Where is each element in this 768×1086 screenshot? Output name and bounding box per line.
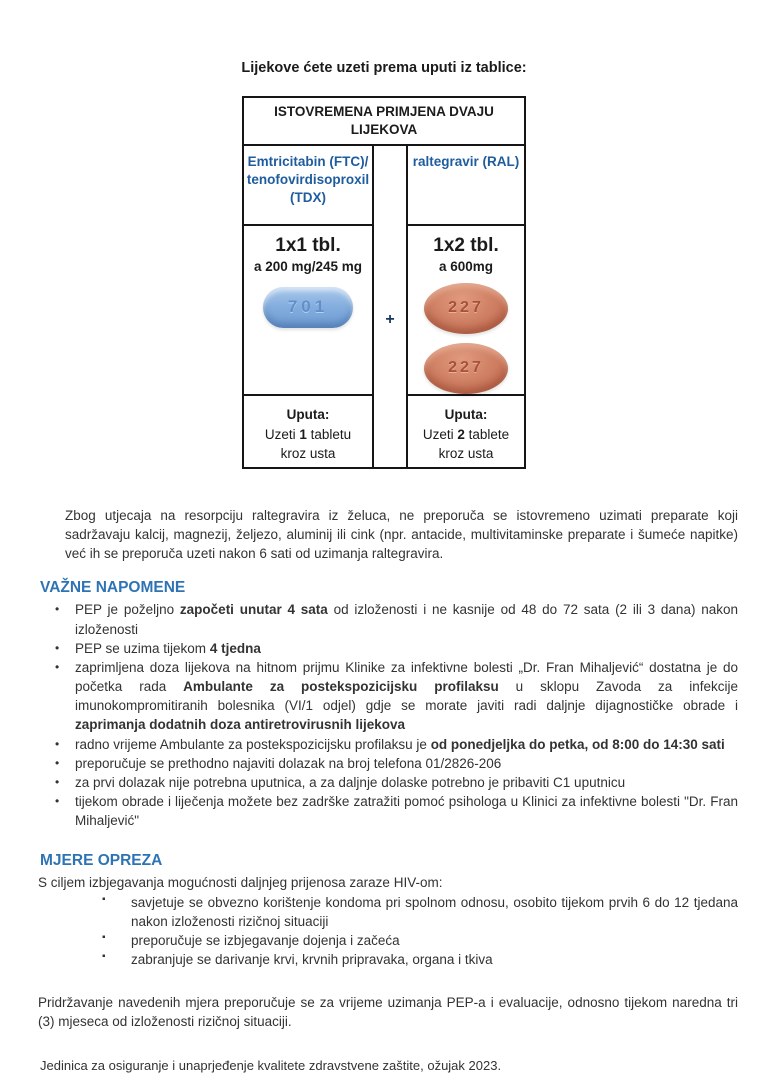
instruction-line: kroz usta <box>280 446 336 462</box>
dose-label: 1x1 tbl. <box>275 235 341 256</box>
list-item: • radno vrijeme Ambulante za postekspozicijsku profilaksu je od ponedjeljka do petka, od 8:00 do 14:30 sati <box>75 735 738 754</box>
section-heading-vazne-napomene: VAŽNE NAPOMENE <box>40 579 186 597</box>
drug-name-line: Emtricitabin (FTC)/ <box>247 154 369 169</box>
resorption-note: Zbog utjecaja na resorpciju raltegravira iz želuca, ne preporuča se istovremeno uzimati preparate koji sadržavaju kalcij, magnezij, željezo, aluminij ili cink (npr. antacide, multivitaminske preparate i šumeće napitke) već ih se preporuča uzeti nakon 6 sati od uzimanja raltegravira. <box>65 508 738 562</box>
strength-label: a 200 mg/245 mg <box>253 258 363 274</box>
list-item: • tijekom obrade i liječenja možete bez zadrške zatražiti pomoć psihologa u Klinici za infektivne bolesti "Dr. Fran Mihaljević" <box>75 792 738 830</box>
table-cell-plus <box>372 146 408 467</box>
list-item: • preporučuje se prethodno najaviti dolazak na broj telefona 01/2826-206 <box>75 754 738 773</box>
instruction-line: Uzeti 1 tabletu <box>264 426 352 442</box>
list-item: ▪ zabranjuje se darivanje krvi, krvnih pripravaka, organa i tkiva <box>131 950 738 969</box>
table-header: ISTOVREMENA PRIMJENA DVAJU LIJEKOVA <box>244 98 524 146</box>
list-item: ▪ preporučuje se izbjegavanje dojenja i začeća <box>131 931 738 950</box>
closing-note: Pridržavanje navedenih mjera preporučuje se za vrijeme uzimanja PEP-a i evaluacije, odnosno tijekom naredna tri (3) mjeseca od izloženosti rizičnoj situaciji. <box>38 995 738 1030</box>
page-title: Lijekove ćete uzeti prema uputi iz tablice: <box>241 60 527 76</box>
instruction-line: Uzeti 2 tablete <box>422 426 510 442</box>
blue-pill-image <box>263 287 353 328</box>
instruction-title: Uputa: <box>286 407 330 422</box>
orange-pill-image <box>424 283 508 334</box>
pill-imprint: 701 <box>287 297 329 317</box>
table-cell-drug-left <box>244 146 372 226</box>
table-cell-dose-left <box>244 226 372 396</box>
vazne-napomene-list <box>0 600 738 830</box>
table-cell-instruction-right <box>408 396 524 467</box>
orange-pill-image <box>424 343 508 394</box>
pill-imprint: 227 <box>448 359 484 377</box>
strength-label: a 600mg <box>438 258 494 274</box>
mjere-opreza-intro: S ciljem izbjegavanja mogućnosti daljnjeg prijenosa zaraze HIV-om: <box>38 875 443 891</box>
list-item: • PEP se uzima tijekom 4 tjedna <box>75 639 738 658</box>
instruction-line: kroz usta <box>438 446 494 462</box>
drug-name-line: (TDX) <box>290 190 326 206</box>
footer-note: Jedinica za osiguranje i unaprjeđenje kvalitete zdravstvene zaštite, ožujak 2023. <box>40 1058 502 1074</box>
table-cell-instruction-left <box>244 396 372 467</box>
section-heading-mjere-opreza: MJERE OPREZA <box>40 852 163 870</box>
plus-sign: + <box>385 310 395 328</box>
instruction-title: Uputa: <box>444 407 488 422</box>
list-item: • za prvi dolazak nije potrebna uputnica, a za daljnje dolaske potrebno je pribaviti C1 uputnicu <box>75 773 738 792</box>
list-item: • zaprimljena doza lijekova na hitnom prijmu Klinike za infektivne bolesti „Dr. Fran Mihaljević“ dostatna je do početka rada Ambulante za postekspozicijsku profilaksu u sklopu Zavoda za infekcije imunokompromitiranih bolesnika (VI/1 odjel) gdje se morate javiti radi daljnje dijagnostičke obrade i zaprimanja dodatnih doza antiretrovirusnih lijekova <box>75 658 738 735</box>
medication-table <box>242 96 526 469</box>
table-cell-drug-right <box>408 146 524 226</box>
dose-label: 1x2 tbl. <box>433 235 499 256</box>
drug-name-line: raltegravir (RAL) <box>412 154 520 169</box>
list-item: • PEP je poželjno započeti unutar 4 sata od izloženosti i ne kasnije od 48 do 72 sata (2 ili 3 dana) nakon izloženosti <box>75 600 738 638</box>
pill-imprint: 227 <box>448 299 484 317</box>
list-item: ▪ savjetuje se obvezno korištenje kondoma pri spolnom odnosu, osobito tijekom prvih 6 do 12 tjedana nakon izloženosti rizičnoj situaciji <box>131 893 738 931</box>
mjere-opreza-list <box>0 893 738 970</box>
table-cell-dose-right <box>408 226 524 396</box>
drug-name-line: tenofovirdisoproxil <box>246 172 370 188</box>
